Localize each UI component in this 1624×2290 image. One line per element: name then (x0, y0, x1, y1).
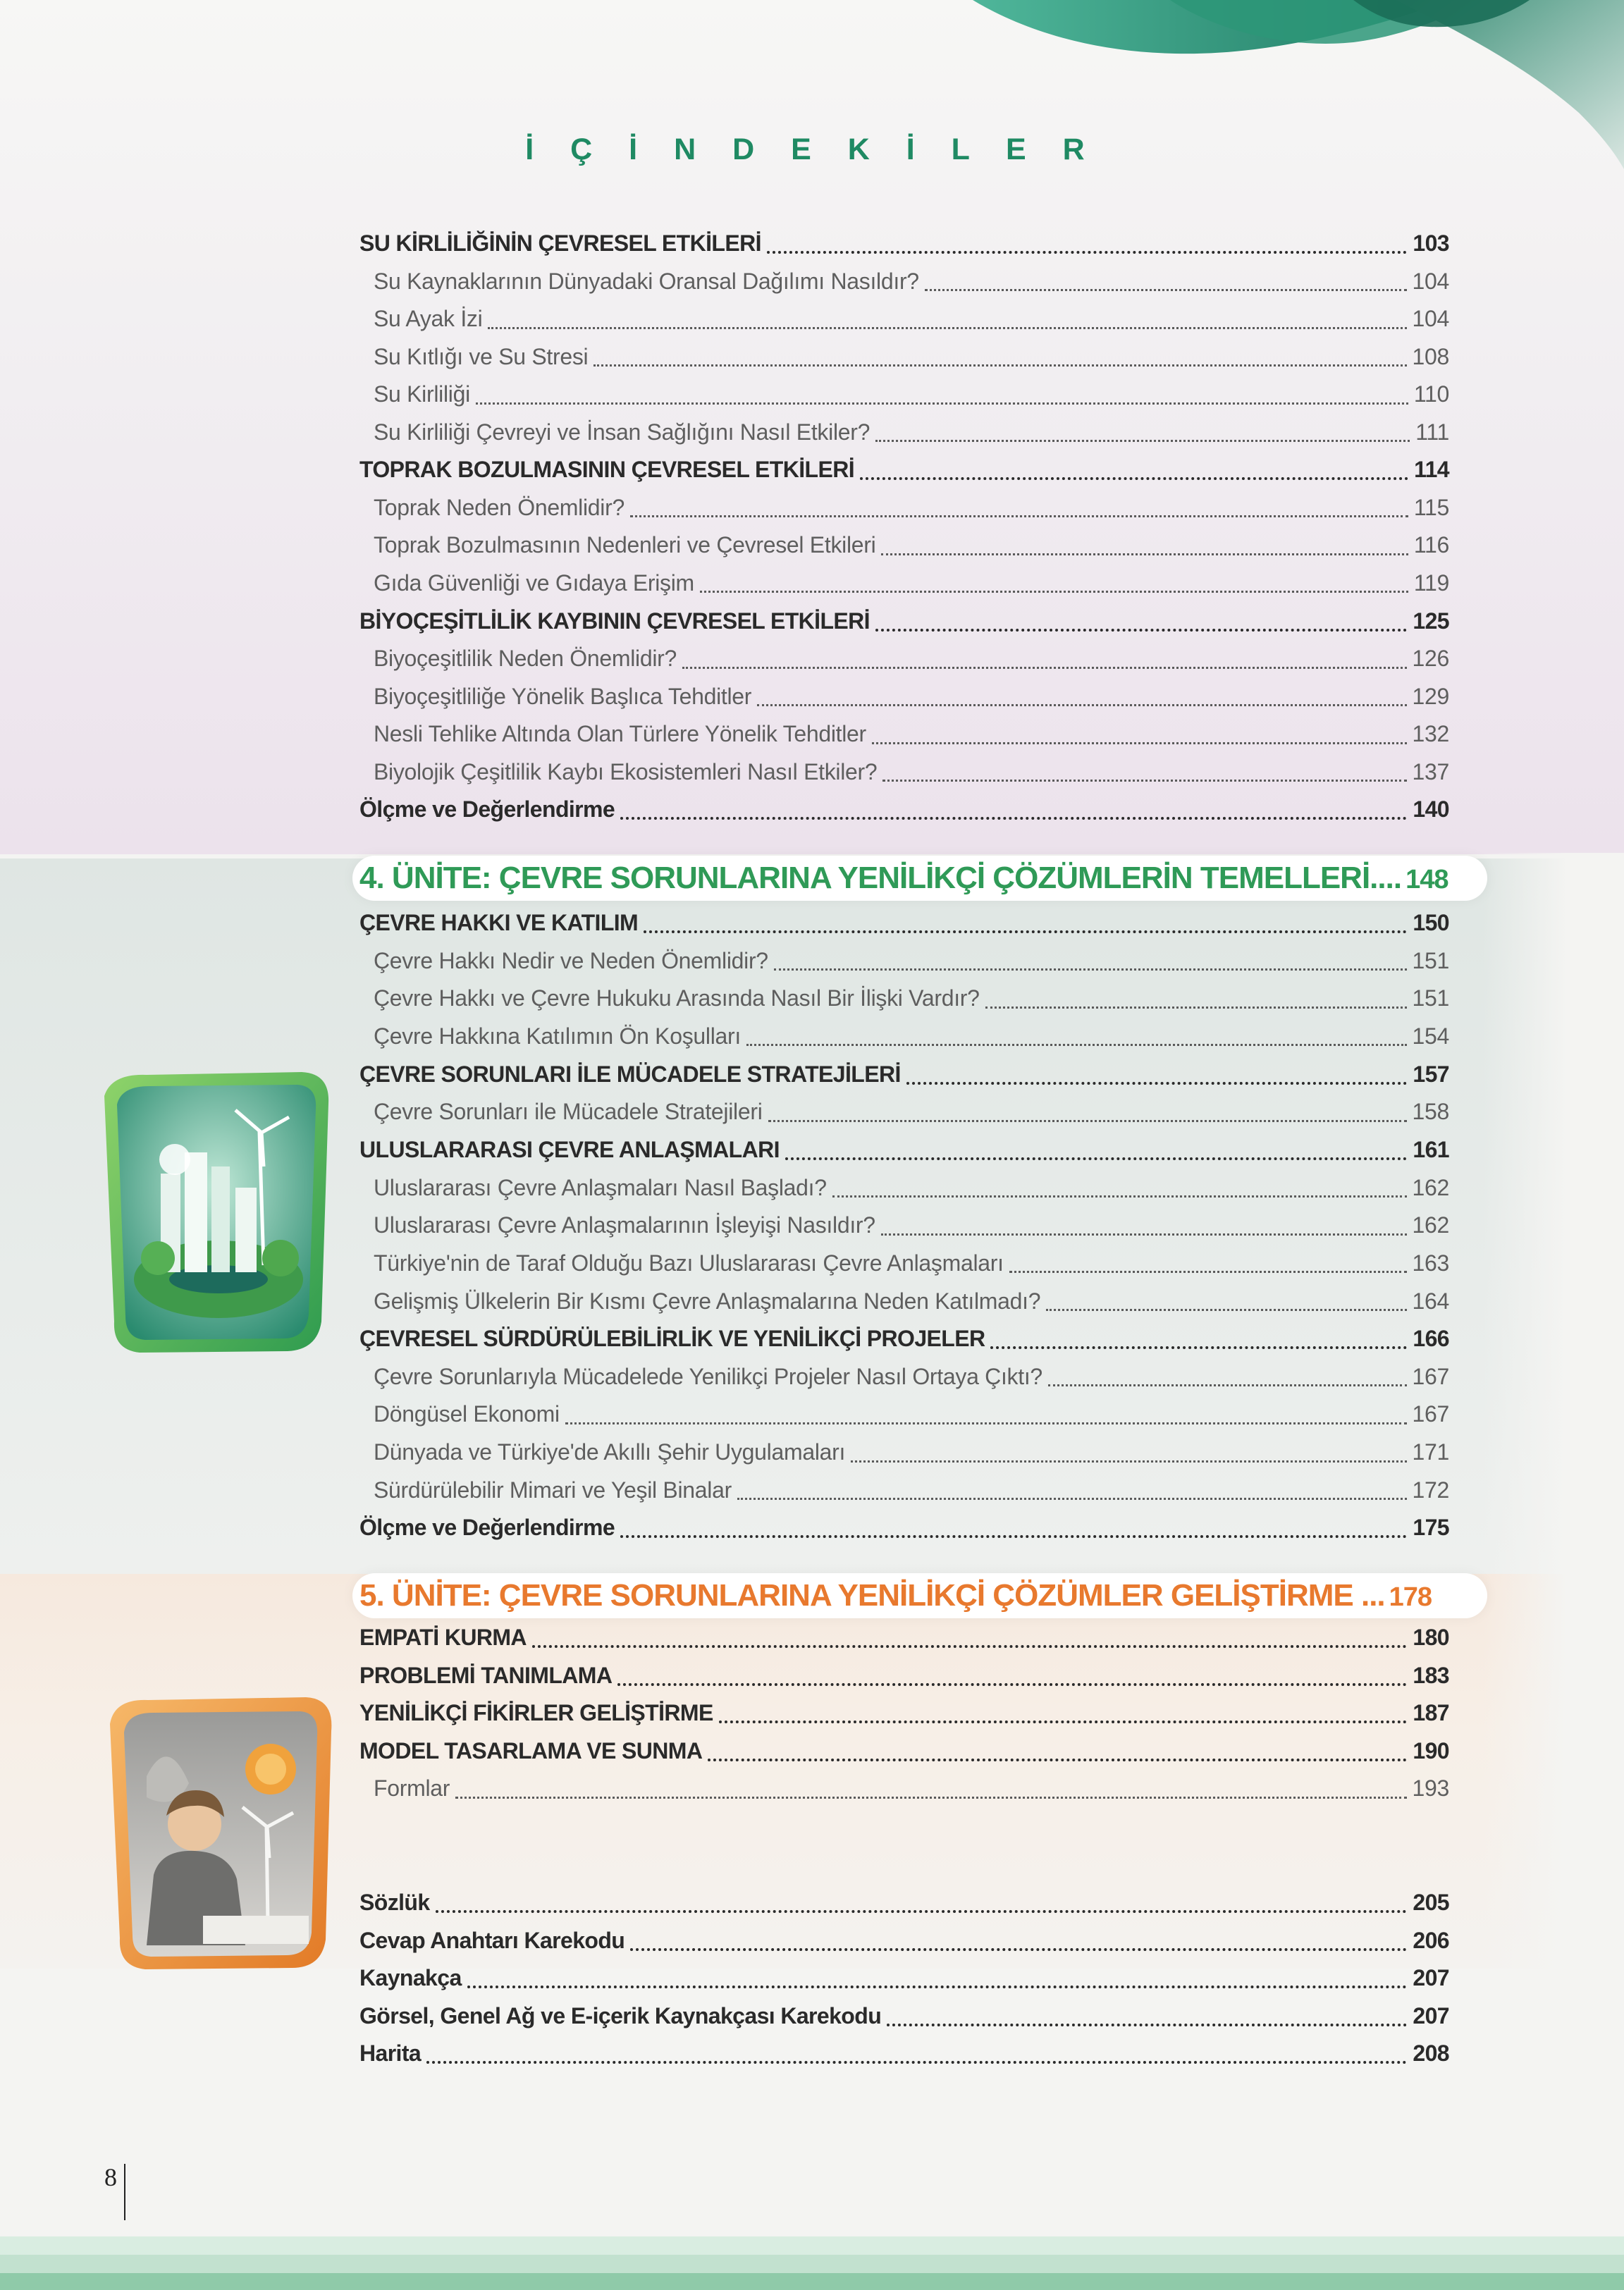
unit5-page: 178 (1389, 1582, 1432, 1612)
toc-entry-title: Sürdürülebilir Mimari ve Yeşil Binalar (374, 1477, 732, 1503)
toc-entry-title: PROBLEMİ TANIMLAMA (359, 1662, 613, 1688)
unit5-title: 5. ÜNİTE: ÇEVRE SORUNLARINA YENİLİKÇİ ÇÖZÜMLER GELİŞTİRME ... (359, 1578, 1385, 1613)
toc-entry[interactable] (359, 942, 1449, 980)
toc-entry-page: 137 (1412, 758, 1449, 784)
toc-entry-title: Gelişmiş Ülkelerin Bir Kısmı Çevre Anlaşmalarına Neden Katılmadı? (374, 1288, 1041, 1314)
footer-stripe (0, 2255, 1624, 2273)
toc-entry[interactable] (359, 1959, 1449, 1997)
toc-entry-page: 175 (1413, 1515, 1449, 1541)
toc-entry-page: 208 (1413, 2040, 1449, 2066)
toc-entry-page: 193 (1412, 1775, 1449, 1801)
toc-entry-page: 164 (1412, 1288, 1449, 1314)
toc-entry-title: ÇEVRE SORUNLARI İLE MÜCADELE STRATEJİLERİ (359, 1061, 901, 1087)
toc-entry[interactable] (359, 677, 1449, 715)
dot-leader (436, 1900, 1408, 1913)
dot-leader (906, 1072, 1408, 1085)
toc-entry-title: Su Kaynaklarının Dünyadaki Oransal Dağılımı Nasıldır? (374, 268, 919, 294)
toc-entry-page: 166 (1413, 1326, 1449, 1352)
green-city-illustration (97, 1068, 337, 1357)
dot-leader (455, 1787, 1406, 1799)
dot-leader (985, 997, 1407, 1009)
toc-entry-page: 129 (1412, 683, 1449, 709)
dot-leader (768, 1110, 1407, 1122)
dot-leader (1009, 1261, 1407, 1273)
toc-entry-page: 161 (1413, 1136, 1449, 1162)
unit4-title: 4. ÜNİTE: ÇEVRE SORUNLARINA YENİLİKÇİ ÇÖZÜMLERİN TEMELLERİ.... (359, 861, 1402, 895)
toc-entry-page: 167 (1412, 1363, 1449, 1389)
toc-entry[interactable] (359, 1694, 1449, 1732)
toc-entry[interactable] (359, 1092, 1449, 1131)
toc-entry-title: Döngüsel Ekonomi (374, 1401, 560, 1427)
dot-leader (488, 317, 1406, 329)
toc-entry-page: 132 (1412, 721, 1449, 747)
toc-entry-title: Çevre Hakkı ve Çevre Hukuku Arasında Nasıl Bir İlişki Vardır? (374, 985, 980, 1011)
toc-entry[interactable] (359, 904, 1449, 942)
toc-entry[interactable] (359, 338, 1449, 376)
toc-entry-page: 162 (1412, 1212, 1449, 1238)
toc-entry-page: 180 (1413, 1625, 1449, 1650)
toc-entry-page: 171 (1412, 1439, 1449, 1465)
dot-leader (785, 1147, 1407, 1160)
toc-entry-title: Formlar (374, 1775, 450, 1801)
background-fade (1483, 853, 1624, 1981)
toc-entry-page: 172 (1412, 1477, 1449, 1503)
dot-leader (700, 581, 1408, 593)
toc-entry[interactable] (359, 526, 1449, 564)
toc-entry-page: 162 (1412, 1174, 1449, 1200)
toc-entry[interactable] (359, 639, 1449, 677)
dot-leader (774, 959, 1407, 971)
toc-entry-page: 151 (1412, 985, 1449, 1011)
dot-leader (737, 1488, 1407, 1500)
page-number: 8 (104, 2163, 117, 2191)
dot-leader (719, 1711, 1408, 1723)
toc-entry-page: 103 (1413, 230, 1449, 256)
toc-entry-title: Nesli Tehlike Altında Olan Türlere Yönelik Tehditler (374, 721, 866, 747)
toc-entry[interactable] (359, 1395, 1449, 1433)
toc-entry[interactable] (359, 1319, 1449, 1358)
toc-entry-page: 108 (1412, 343, 1449, 369)
toc-entry-title: Görsel, Genel Ağ ve E-içerik Kaynakçası Karekodu (359, 2002, 882, 2029)
toc-entry-page: 140 (1413, 796, 1449, 823)
toc-entry[interactable] (359, 1206, 1449, 1244)
dot-leader (875, 619, 1407, 632)
toc-entry-title: SU KİRLİLİĞİNİN ÇEVRESEL ETKİLERİ (359, 230, 761, 256)
dot-leader (1048, 1374, 1407, 1386)
toc-entry[interactable] (359, 602, 1449, 640)
toc-entry-page: 114 (1414, 457, 1449, 483)
toc-entry[interactable] (359, 1508, 1449, 1546)
toc-entry-page: 167 (1412, 1401, 1449, 1427)
toc-entry-title: MODEL TASARLAMA VE SUNMA (359, 1737, 703, 1763)
dot-leader (426, 2051, 1407, 2064)
toc-entry[interactable] (359, 1131, 1449, 1169)
toc-entry-page: 157 (1413, 1061, 1449, 1087)
dot-leader (620, 807, 1407, 820)
toc-entry-title: Ölçme ve Değerlendirme (359, 1515, 615, 1541)
toc-entry-title: Uluslararası Çevre Anlaşmalarının İşleyişi Nasıldır? (374, 1212, 875, 1238)
toc-entry-title: Su Ayak İzi (374, 306, 483, 332)
toc-entry-title: Gıda Güvenliği ve Gıdaya Erişim (374, 570, 694, 596)
dot-leader (746, 1034, 1407, 1046)
toc-entry-title: Cevap Anahtarı Karekodu (359, 1927, 625, 1953)
toc-entry-page: 116 (1413, 532, 1449, 558)
dot-leader (467, 1976, 1408, 1988)
toc-entry-page: 125 (1413, 608, 1449, 634)
toc-entry[interactable] (359, 488, 1449, 527)
toc-entry-title: ÇEVRESEL SÜRDÜRÜLEBİLİRLİK VE YENİLİKÇİ PROJELER (359, 1326, 985, 1352)
toc-entry-title: Çevre Hakkına Katılımın Ön Koşulları (374, 1023, 741, 1049)
dot-leader (630, 1938, 1407, 1951)
toc-entry-title: Sözlük (359, 1890, 430, 1915)
toc-entry-title: Su Kirliliği Çevreyi ve İnsan Sağlığını Nasıl Etkiler? (374, 419, 871, 445)
dot-leader (851, 1451, 1406, 1463)
toc-entry[interactable] (359, 1017, 1449, 1055)
footer-stripe (0, 2273, 1624, 2290)
toc-entry-title: Türkiye'nin de Taraf Olduğu Bazı Uluslararası Çevre Anlaşmaları (374, 1250, 1004, 1276)
toc-entry-page: 158 (1412, 1099, 1449, 1125)
unit4-page: 148 (1405, 865, 1448, 894)
toc-entry[interactable] (359, 262, 1449, 300)
toc-entry-page: 111 (1415, 419, 1449, 445)
toc-entry[interactable] (359, 1358, 1449, 1396)
toc-entry[interactable] (359, 1282, 1449, 1320)
toc-entry-title: ÇEVRE HAKKI VE KATILIM (359, 910, 639, 935)
toc-entry[interactable] (359, 753, 1449, 791)
toc-entry[interactable] (359, 1618, 1449, 1656)
toc-entry[interactable] (359, 413, 1449, 451)
toc-entry-page: 206 (1413, 1927, 1449, 1953)
toc-entry-title: BİYOÇEŞİTLİLİK KAYBININ ÇEVRESEL ETKİLERİ (359, 608, 870, 634)
toc-entry[interactable] (359, 1997, 1449, 2035)
toc-entry[interactable] (359, 2034, 1449, 2072)
dot-leader (881, 1224, 1407, 1236)
toc-entry[interactable] (359, 715, 1449, 753)
toc-entry-title: YENİLİKÇİ FİKİRLER GELİŞTİRME (359, 1700, 713, 1725)
dot-leader (872, 732, 1407, 744)
toc-entry-page: 115 (1413, 494, 1449, 520)
unit5-heading[interactable] (359, 1573, 1449, 1618)
toc-entry-page: 110 (1413, 381, 1449, 407)
dot-leader (617, 1673, 1407, 1686)
dot-leader (887, 2014, 1407, 2026)
dot-leader (882, 770, 1406, 782)
toc-entry-title: Biyoçeşitliliğe Yönelik Başlıca Tehditler (374, 683, 752, 709)
dot-leader (565, 1412, 1407, 1424)
toc-entry-title: EMPATİ KURMA (359, 1625, 527, 1650)
toc-entry-title: Kaynakça (359, 1965, 462, 1990)
dot-leader (682, 657, 1407, 669)
toc-entry[interactable] (359, 1656, 1449, 1694)
toc-entry[interactable] (359, 450, 1449, 488)
toc-entry-title: Uluslararası Çevre Anlaşmaları Nasıl Başladı? (374, 1174, 827, 1200)
dot-leader (476, 393, 1408, 405)
toc-entry-page: 205 (1413, 1890, 1449, 1915)
toc-entry-title: Biyolojik Çeşitlilik Kaybı Ekosistemleri Nasıl Etkiler? (374, 758, 878, 784)
toc-entry-page: 154 (1412, 1023, 1449, 1049)
toc-entry-page: 187 (1413, 1700, 1449, 1725)
toc-entry-page: 126 (1412, 646, 1449, 672)
dot-leader (708, 1749, 1407, 1761)
dot-leader (644, 921, 1407, 933)
footer-stripe (0, 2236, 1624, 2255)
toc-entry-title: Toprak Bozulmasının Nedenleri ve Çevresel Etkileri (374, 532, 876, 558)
toc-entry-title: Çevre Sorunlarıyla Mücadelede Yenilikçi Projeler Nasıl Ortaya Çıktı? (374, 1363, 1042, 1389)
dot-leader (832, 1186, 1407, 1198)
dot-leader (875, 430, 1410, 442)
dot-leader (593, 355, 1406, 367)
toc-entry-page: 104 (1412, 268, 1449, 294)
toc-entry[interactable] (359, 1921, 1449, 1959)
toc-entry[interactable] (359, 1055, 1449, 1093)
dot-leader (532, 1635, 1407, 1648)
toc-entry-page: 151 (1412, 947, 1449, 973)
toc-entry[interactable] (359, 1883, 1449, 1921)
toc-entry-title: TOPRAK BOZULMASININ ÇEVRESEL ETKİLERİ (359, 457, 855, 483)
dot-leader (630, 505, 1408, 517)
toc-entry[interactable] (359, 1732, 1449, 1770)
toc-entry-page: 207 (1413, 1965, 1449, 1990)
toc-entry-title: ULUSLARARASI ÇEVRE ANLAŞMALARI (359, 1136, 780, 1162)
toc-entry[interactable] (359, 790, 1449, 828)
dot-leader (990, 1336, 1407, 1349)
dot-leader (767, 241, 1408, 254)
toc-entry[interactable] (359, 300, 1449, 338)
toc-entry-title: Biyoçeşitlilik Neden Önemlidir? (374, 646, 677, 672)
toc-entry-title: Dünyada ve Türkiye'de Akıllı Şehir Uygulamaları (374, 1439, 846, 1465)
toc-entry-page: 163 (1412, 1250, 1449, 1276)
toc-entry-title: Toprak Neden Önemlidir? (374, 494, 625, 520)
toc-entry-title: Çevre Sorunları ile Mücadele Stratejileri (374, 1099, 763, 1125)
toc-entry-page: 190 (1413, 1737, 1449, 1763)
toc-entry[interactable] (359, 1769, 1449, 1807)
toc-entry[interactable] (359, 224, 1449, 262)
dot-leader (620, 1525, 1407, 1538)
toc-entry-page: 119 (1413, 570, 1449, 596)
dot-leader (757, 694, 1406, 706)
boy-drawing-illustration (104, 1692, 338, 1974)
toc-entry[interactable] (359, 375, 1449, 413)
toc-entry[interactable] (359, 1244, 1449, 1282)
toc-entry-title: Çevre Hakkı Nedir ve Neden Önemlidir? (374, 947, 768, 973)
toc-entry-title: Harita (359, 2040, 422, 2066)
toc-entry-page: 104 (1412, 306, 1449, 332)
toc-entry-title: Ölçme ve Değerlendirme (359, 796, 615, 823)
unit4-heading[interactable] (359, 856, 1449, 901)
toc-entry[interactable] (359, 564, 1449, 602)
dot-leader (860, 467, 1408, 480)
toc-entry-title: Su Kıtlığı ve Su Stresi (374, 343, 589, 369)
toc-entry-page: 150 (1413, 910, 1449, 935)
page-number-rule (124, 2164, 125, 2220)
toc-entry-page: 207 (1413, 2002, 1449, 2029)
dot-leader (925, 279, 1407, 291)
toc-entry[interactable] (359, 1169, 1449, 1207)
dot-leader (1046, 1299, 1406, 1311)
toc-entry-title: Su Kirliliği (374, 381, 470, 407)
toc-entry[interactable] (359, 1471, 1449, 1509)
toc-entry-page: 183 (1413, 1662, 1449, 1688)
toc-entry[interactable] (359, 979, 1449, 1017)
dot-leader (881, 543, 1408, 555)
page-title: İ Ç İ N D E K İ L E R (525, 133, 1099, 166)
toc-entry[interactable] (359, 1433, 1449, 1471)
